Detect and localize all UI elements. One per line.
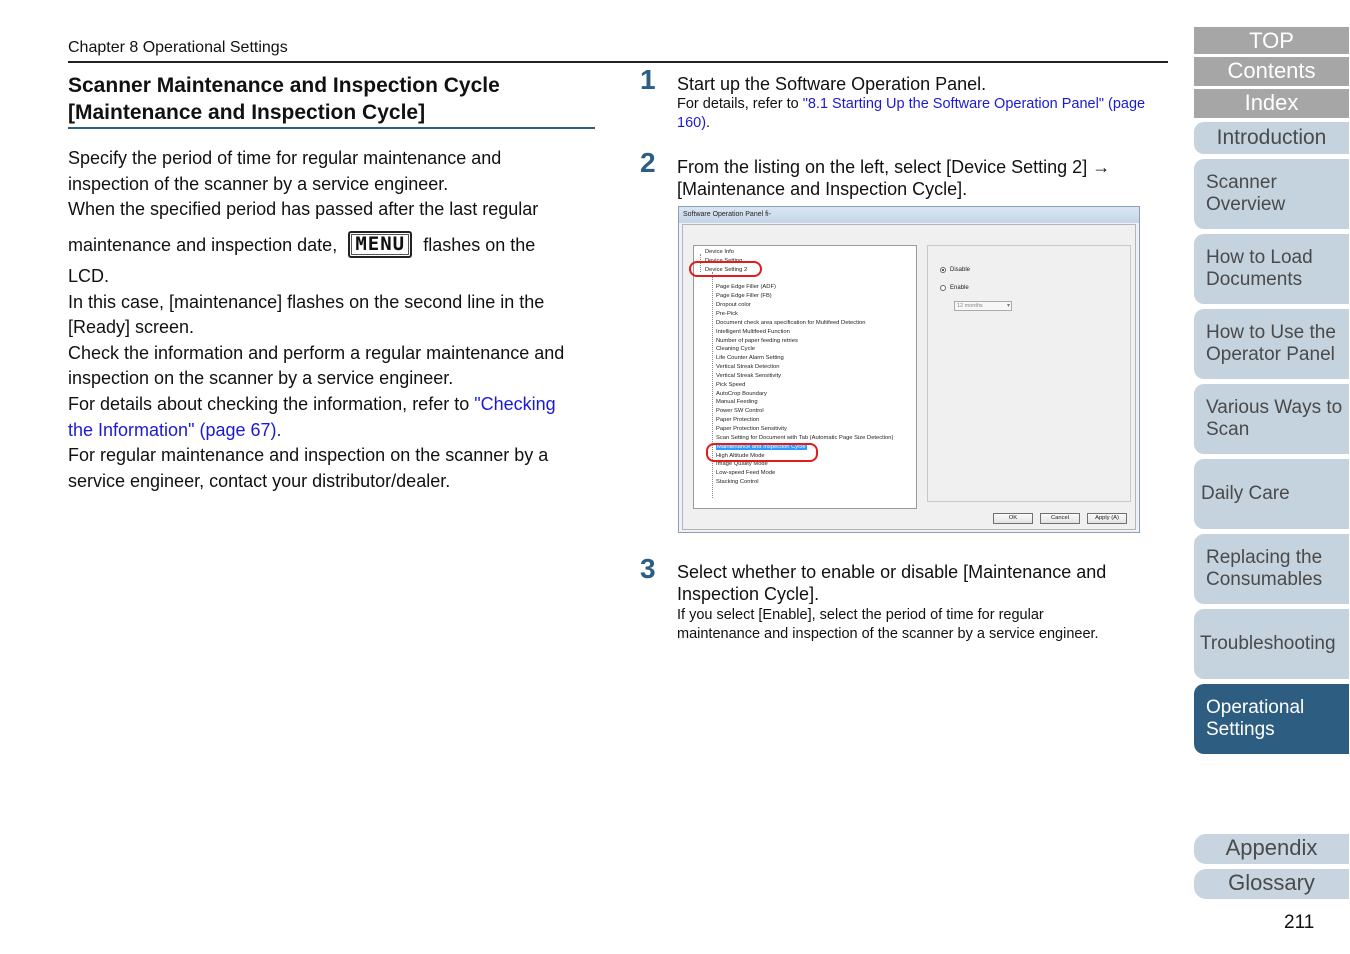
step-2-number: 2 [640,147,656,178]
step-2-line: [Maintenance and Inspection Cycle]. [677,179,968,199]
section-title [68,72,598,126]
nav-label: Documents [1206,269,1303,290]
nav-label: Consumables [1206,569,1323,590]
tree-item[interactable]: Intelligent Multifeed Function [716,328,790,335]
nav-label: Operational [1206,697,1305,718]
tree-connector [712,272,713,498]
step-3-line: Select whether to enable or disable [Maintenance and [677,562,1107,582]
body-line [68,418,598,444]
tree-item[interactable]: Image Quality Mode [716,461,768,468]
step-2-text [677,156,1157,200]
tree-item[interactable]: AutoCrop Boundary [716,390,767,397]
nav-consumables[interactable] [1194,534,1349,604]
nav-top-button[interactable]: TOP [1194,27,1349,54]
header-divider [68,61,1168,63]
step-1-sub-fragment: . [706,115,711,131]
highlight-device-setting-2 [689,261,762,277]
enable-option[interactable] [940,285,969,291]
nav-label: Daily Care [1201,483,1290,504]
tree-item[interactable]: Paper Protection [716,417,760,424]
step-1-number: 1 [640,64,656,95]
radio-selected-icon [940,267,946,273]
checking-information-link[interactable]: "Checking [474,393,556,414]
body-line: LCD. [68,266,110,286]
tree-item[interactable]: Stacking Control [716,479,759,486]
nav-label: Various Ways to [1206,397,1343,418]
nav-introduction[interactable] [1194,122,1349,154]
nav-operational-settings[interactable] [1194,684,1349,754]
nav-appendix[interactable]: Appendix [1194,834,1349,864]
body-line: inspection on the scanner by a service engineer. [68,368,454,389]
tree-item[interactable]: Vertical Streak Sensitivity [716,372,782,379]
body-line: service engineer, contact your distributor/dealer. [68,470,451,491]
menu-lcd-icon: MENU [348,231,412,258]
disable-option[interactable] [940,267,970,273]
step-3-sub-line: If you select [Enable], select the period of time for regular [677,607,1044,623]
nav-glossary[interactable]: Glossary [1194,869,1349,899]
step-3-sub-line: maintenance and inspection of the scanner by a service engineer. [677,626,1099,642]
nav-label: How to Use the [1206,322,1336,343]
nav-troubleshooting[interactable] [1194,609,1349,679]
title-underline [68,127,595,129]
tree-item[interactable]: Manual Feeding [716,399,758,406]
step-1-subtext [677,95,1157,133]
tree-item[interactable]: Dropout color [716,302,751,309]
step-1-sub-fragment: For details, refer to [677,96,799,112]
body-line: [Ready] screen. [68,317,195,338]
body-text-fragment: maintenance and inspection date, [68,235,338,255]
nav-label: How to Load [1206,247,1313,268]
body-line: Check the information and perform a regular maintenance and [68,342,565,363]
tree-item[interactable]: Device Setting [705,257,743,264]
tree-item[interactable]: Page Edge Filler (FB) [716,293,772,300]
body-line: inspection of the scanner by a service engineer. [68,173,449,194]
body-paragraph-1 [68,146,598,223]
tree-item[interactable]: Paper Protection Sensitivity [716,426,787,432]
nav-label: Overview [1206,194,1286,215]
body-line: For regular maintenance and inspection on the scanner by a [68,445,549,466]
enable-label: Enable [950,285,969,291]
dialog-titlebar: Software Operation Panel fi- [679,207,1139,223]
nav-label: Replacing the [1206,547,1323,568]
nav-daily-care[interactable] [1194,459,1349,529]
tree-item[interactable]: Page Edge Filler (ADF) [716,284,776,291]
cancel-button[interactable]: Cancel [1040,513,1080,524]
highlight-maintenance-cycle [706,443,818,462]
step-3-subtext [677,606,1157,644]
tree-item[interactable]: Cleaning Cycle [716,346,755,353]
nav-index-button[interactable]: Index [1194,89,1349,118]
tree-item[interactable]: Life Counter Alarm Setting [716,355,784,362]
nav-load-documents[interactable] [1194,234,1349,304]
tree-item-selected-label: Maintenance and Inspection Cycle [717,443,806,450]
body-line: Specify the period of time for regular maintenance and [68,148,502,168]
nav-label: Operator Panel [1206,344,1335,365]
disable-label: Disable [950,267,971,273]
nav-ways-to-scan[interactable] [1194,384,1349,454]
tree-item[interactable]: Power SW Control [716,408,764,415]
setting-panel [927,245,1131,502]
step-3-number: 3 [640,553,656,584]
period-select[interactable]: 12 months ▾ [954,301,1012,311]
body-text-fragment: For details about checking the information, refer to [68,393,470,414]
tree-item[interactable]: Vertical Streak Detection [716,364,780,370]
tree-item[interactable]: Device Setting 2 [705,266,748,273]
nav-contents-button[interactable]: Contents [1194,57,1349,86]
step-1-text: Start up the Software Operation Panel. [677,74,987,94]
tree-item[interactable]: Pre-Pick [716,310,738,317]
section-title-line1: Scanner Maintenance and Inspection Cycle [68,74,500,97]
tree-item[interactable]: Low-speed Feed Mode [716,470,776,477]
radio-unselected-icon [940,285,946,291]
tree-item[interactable]: Document check area specification for Multifeed Detection [716,319,866,326]
step-3-line: Inspection Cycle]. [677,584,820,604]
nav-label: Scan [1206,419,1250,440]
body-line-with-icon [68,230,598,262]
checking-information-link-cont[interactable]: the Information" (page 67). [68,419,282,440]
chapter-heading: Chapter 8 Operational Settings [68,39,288,56]
tree-item[interactable]: High Altitude Mode [716,452,765,459]
software-operation-panel-link[interactable]: "8.1 Starting Up the Software Operation Panel" (page 160) [677,96,1146,131]
step-3-text [677,561,1157,605]
settings-tree [693,245,917,509]
body-line [68,392,598,418]
nav-label: Settings [1206,719,1275,740]
nav-operator-panel[interactable] [1194,309,1349,379]
tree-item[interactable]: Number of paper feeding retries [716,337,798,344]
page-number: 211 [1284,912,1315,933]
ok-button[interactable]: OK [993,513,1033,524]
nav-scanner-overview[interactable] [1194,159,1349,229]
software-operation-panel-screenshot [678,206,1140,533]
tree-item[interactable]: Scan Setting for Document with Tab (Automatic Page Size Detection) [716,434,894,441]
body-line: When the specified period has passed after the last regular [68,199,539,220]
nav-label: Introduction [1216,126,1327,149]
section-title-line2: [Maintenance and Inspection Cycle] [68,101,426,124]
nav-label: Troubleshooting [1200,633,1336,654]
body-text-fragment: flashes on the [423,235,536,255]
tree-item[interactable]: Device Info [705,249,734,255]
apply-button[interactable]: Apply (A) [1087,513,1127,524]
body-paragraph-2 [68,264,598,494]
nav-label: Scanner [1206,172,1277,193]
body-line: In this case, [maintenance] flashes on the second line in the [68,291,545,312]
step-2-line: From the listing on the left, select [Device Setting 2] → [677,157,1111,177]
tree-item[interactable]: Pick Speed [716,381,746,388]
